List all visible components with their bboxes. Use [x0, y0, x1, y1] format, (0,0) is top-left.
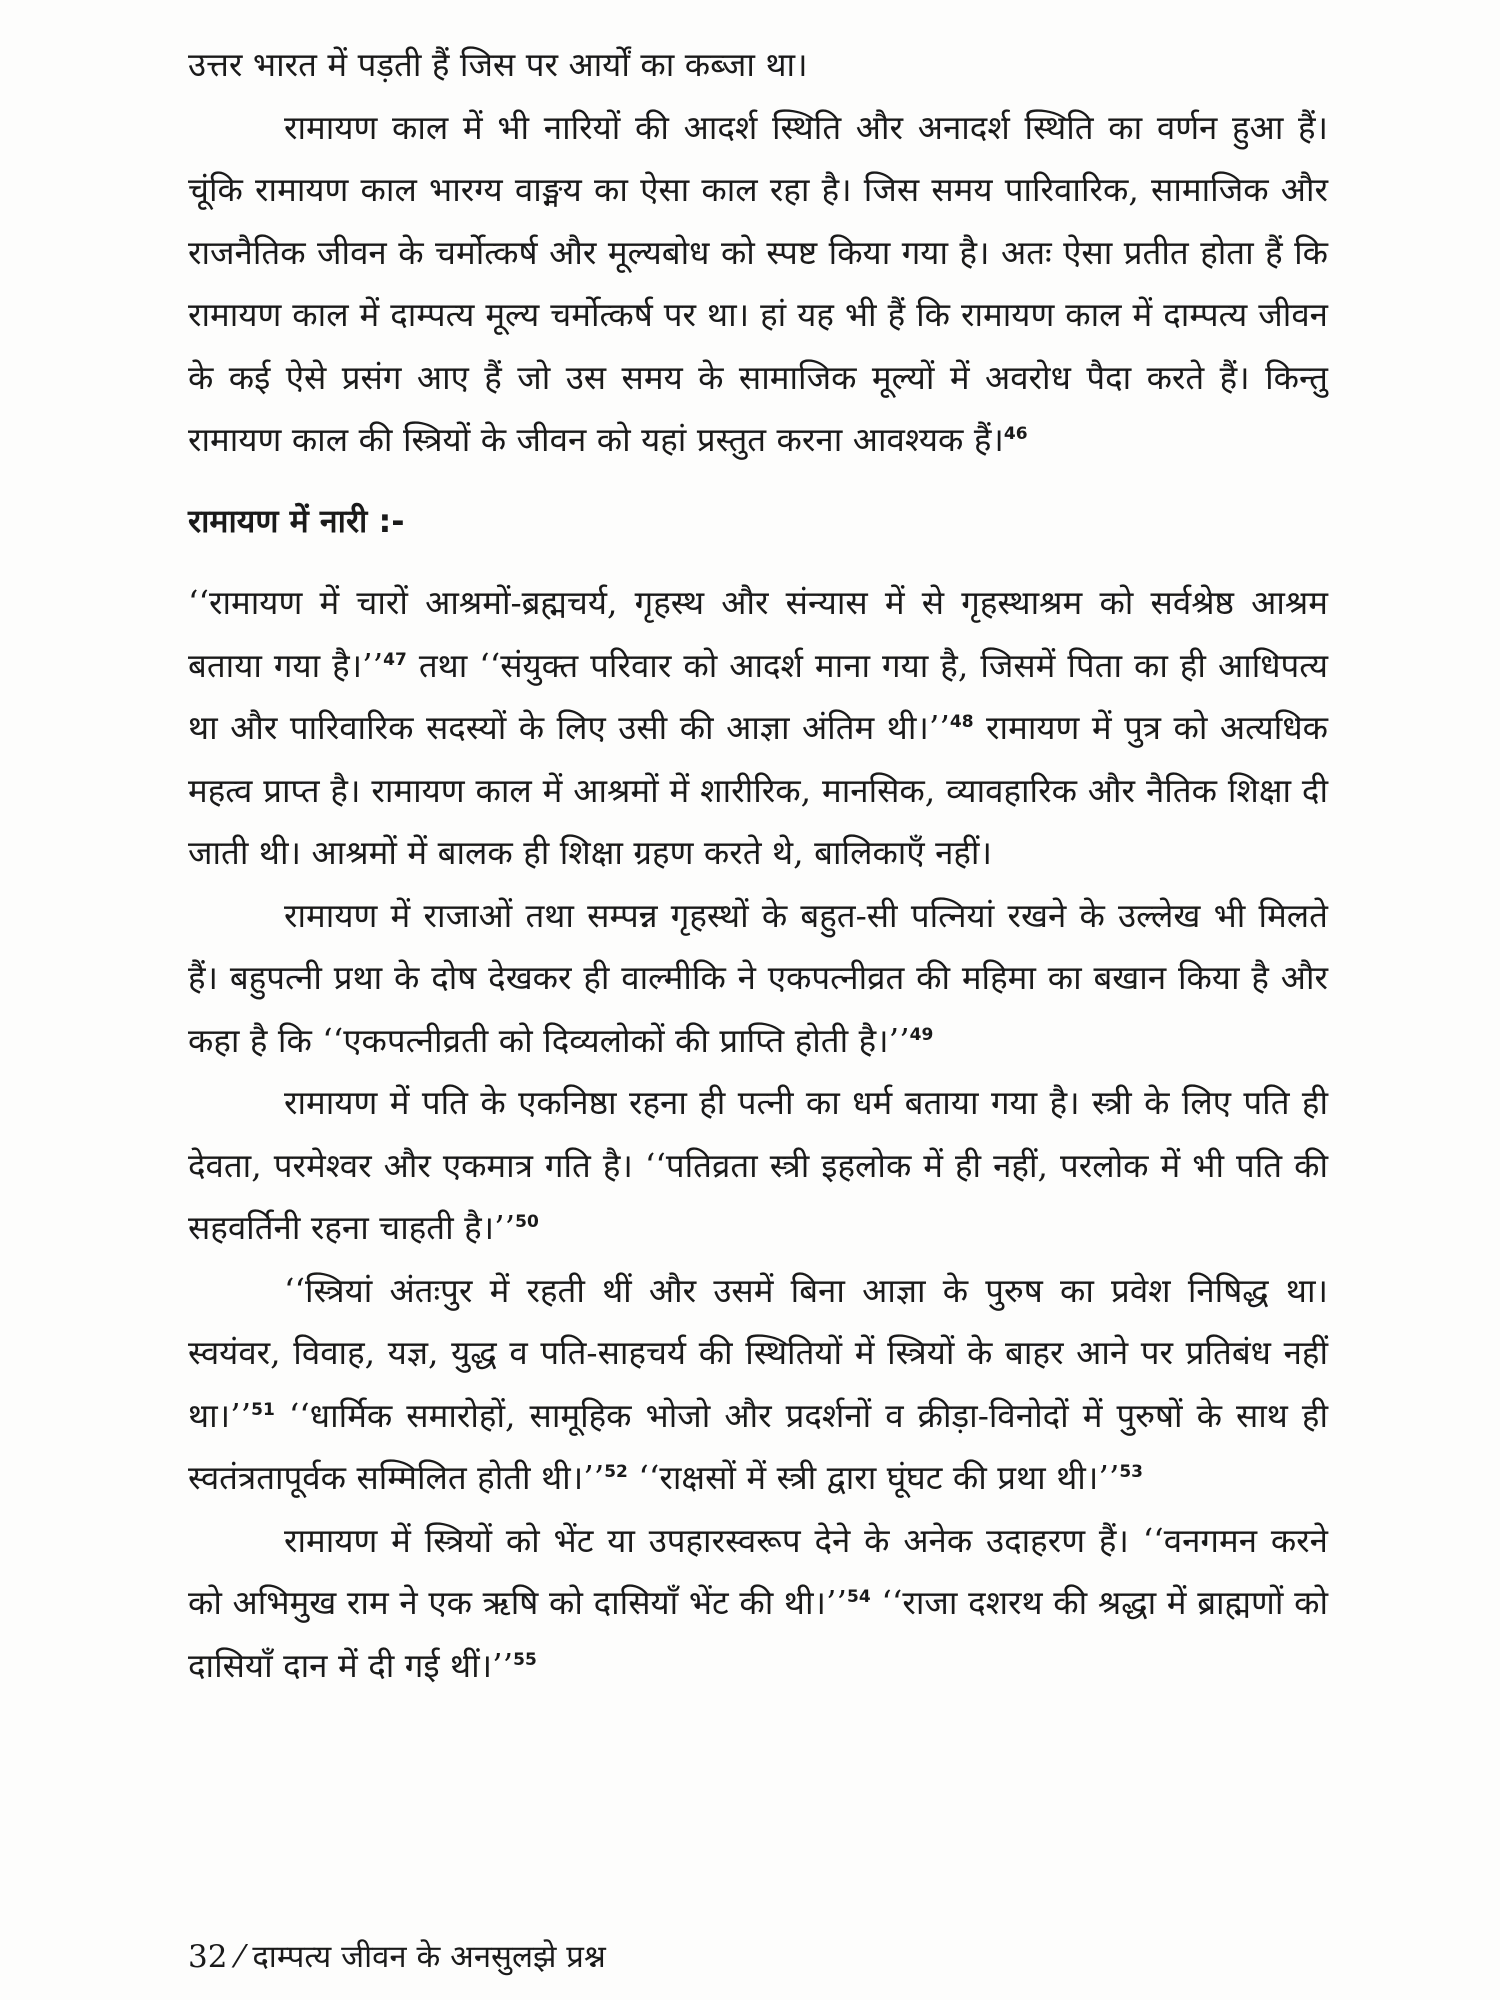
- paragraph-3-text: रामायण में राजाओं तथा सम्पन्न गृहस्थों के बहुत-सी पत्नियां रखने के उल्लेख भी मिलते हैं। बहुपत्नी प्रथा के दोष देखकर ही वाल्मीकि ने एकपत्नीव्रत की महिमा का बखान किया है और कहा है कि ‘‘एकपत्नीव्रती को दिव्यलोकों की प्राप्ति होती है।’’: [188, 895, 1328, 1060]
- paragraph-3: [188, 885, 1328, 1073]
- paragraph-2-text-3: रामायण में पुत्र को अत्यधिक महत्व प्राप्त है। रामायण काल में आश्रमों में शारीरिक, मानसिक, व्यावहारिक और नैतिक शिक्षा दी जाती थी। आश्रमों में बालक ही शिक्षा ग्रहण करते थे, बालिकाएँ नहीं।: [188, 708, 1328, 872]
- footnote-ref-49: 49: [909, 1024, 934, 1045]
- paragraph-6-text-2: ‘‘राजा दशरथ की श्रद्धा में ब्राह्मणों को दासियाँ दान में दी गई थीं।’’: [188, 1583, 1328, 1685]
- paragraph-6-text-1: रामायण में स्त्रियों को भेंट या उपहारस्वरूप देने के अनेक उदाहरण हैं। ‘‘वनगमन करने को अभिमुख राम ने एक ऋषि को दासियाँ भेंट की थी।’’: [188, 1520, 1328, 1622]
- footnote-ref-51: 51: [251, 1399, 275, 1420]
- footnote-ref-48: 48: [949, 712, 974, 732]
- footnote-ref-50: 50: [515, 1212, 539, 1232]
- continuation-line: उत्तर भारत में पड़ती हैं जिस पर आर्यों का कब्जा था।: [188, 45, 808, 84]
- paragraph-2-text-2: तथा ‘‘संयुक्त परिवार को आदर्श माना गया है, जिसमें पिता का ही आधिपत्य था और पारिवारिक सदस्यों के लिए उसी की आज्ञा अंतिम थी।’’: [188, 645, 1328, 747]
- paragraph-5-text-3: ‘‘राक्षसों में स्त्री द्वारा घूंघट की प्रथा थी।’’: [627, 1458, 1120, 1497]
- body-text: [188, 34, 1328, 1697]
- paragraph-2-text-1: ‘‘रामायण में चारों आश्रमों-ब्रह्मचर्य, गृहस्थ और संन्यास में से गृहस्थाश्रम को सर्वश्रेष्ठ आश्रम बताया गया है।’’: [188, 583, 1328, 685]
- paragraph-5: [188, 1260, 1328, 1510]
- page-footer: 32 ⁄ दाम्पत्य जीवन के अनसुलझे प्रश्न: [188, 1939, 606, 1975]
- paragraph-6: [188, 1510, 1328, 1698]
- footnote-ref-53: 53: [1119, 1462, 1143, 1482]
- paragraph-5-text-1: ‘‘स्त्रियां अंतःपुर में रहती थीं और उसमें बिना आज्ञा के पुरुष का प्रवेश निषिद्ध था। स्वयंवर, विवाह, यज्ञ, युद्ध व पति-साहचर्य की स्थितियों में स्त्रियों के बाहर आने पर प्रतिबंध नहीं था।’’: [188, 1270, 1328, 1435]
- paragraph-1-text: रामायण काल में भी नारियों की आदर्श स्थिति और अनादर्श स्थिति का वर्णन हुआ हैं। चूंकि रामायण काल भारग्य वाङ्मय का ऐसा काल रहा है। जिस समय पारिवारिक, सामाजिक और राजनैतिक जीवन के चर्मोत्कर्ष और मूल्यबोध को स्पष्ट किया गया है। अतः ऐसा प्रतीत होता हैं कि रामायण काल में दाम्पत्य मूल्य चर्मोत्कर्ष पर था। हां यह भी हैं कि रामायण काल में दाम्पत्य जीवन के कई ऐसे प्रसंग आए हैं जो उस समय के सामाजिक मूल्यों में अवरोध पैदा करते हैं। किन्तु रामायण काल की स्त्रियों के जीवन को यहां प्रस्तुत करना आवश्यक हैं।: [188, 107, 1328, 459]
- footnote-ref-46: 46: [1003, 424, 1028, 444]
- paragraph-1: [188, 97, 1328, 472]
- paragraph-4-text: रामायण में पति के एकनिष्ठा रहना ही पत्नी का धर्म बताया गया है। स्त्री के लिए पति ही देवता, परमेश्वर और एकमात्र गति है। ‘‘पतिव्रता स्त्री इहलोक में ही नहीं, परलोक में भी पति की सहवर्तिनी रहना चाहती है।’’: [188, 1083, 1328, 1247]
- footnote-ref-47: 47: [383, 649, 407, 670]
- section-heading: रामायण में नारी :-: [188, 501, 405, 540]
- paragraph-4: [188, 1072, 1328, 1260]
- paragraph-2: [188, 572, 1328, 885]
- footnote-ref-54: 54: [847, 1587, 871, 1607]
- footnote-ref-52: 52: [604, 1462, 628, 1482]
- footnote-ref-55: 55: [513, 1649, 537, 1670]
- paragraph-5-text-2: ‘‘धार्मिक समारोहों, सामूहिक भोजो और प्रदर्शनों व क्रीड़ा-विनोदों में पुरुषों के साथ ही स्वतंत्रतापूर्वक सम्मिलित होती थी।’’: [188, 1395, 1328, 1497]
